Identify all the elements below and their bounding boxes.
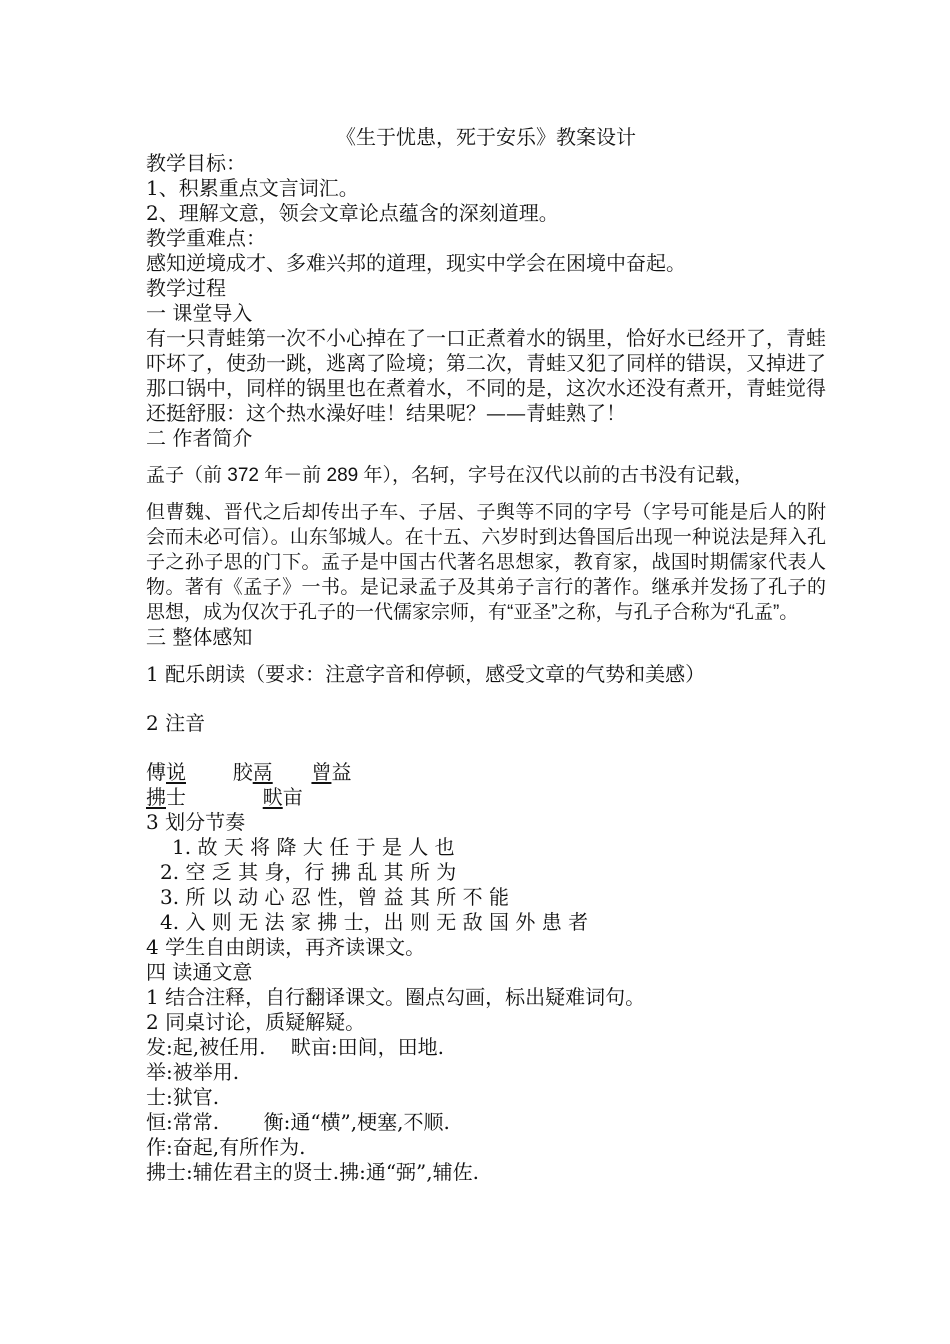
pinyin-word: 胶鬲 [232,760,273,784]
key-points-text: 感知逆境成才、多难兴邦的道理，现实中学会在困境中奋起。 [146,251,686,275]
document-body [146,124,826,1185]
gloss-line: 发:起,被任用. 畎亩:田间，田地. [146,1035,444,1059]
perception-item-rhythm: 3 划分节奏 [146,810,246,834]
meaning-item-discuss: 2 同桌讨论，质疑解疑。 [146,1010,366,1034]
document-title: 《生于忧患，死于安乐》教案设计 [336,125,636,149]
perception-item-free-reading: 4 学生自由朗读，再齐读课文。 [146,935,426,959]
process-heading: 教学过程 [146,276,226,300]
pinyin-word: 拂士 [146,785,186,809]
gloss-line: 士:狱官. [146,1085,220,1109]
meaning-item-translate: 1 结合注释，自行翻译课文。圈点勾画，标出疑难词句。 [146,985,646,1009]
pinyin-word: 傅说 [146,760,186,784]
gloss-line: 恒:常常. 衡:通“横”,梗塞,不顺. [146,1110,450,1134]
rhythm-line: 3. 所 以 动 心 忍 性，曾 益 其 所 不 能 [160,885,510,909]
rhythm-line: 4. 入 则 无 法 家 拂 士，出 则 无 敌 国 外 患 者 [160,910,589,934]
underlined-char: 鬲 [252,760,273,784]
pinyin-word: 曾益 [311,760,352,784]
objective-item: 2、理解文意，领会文章论点蕴含的深刻道理。 [146,201,559,225]
spacer [146,736,826,760]
gloss-line: 作:奋起,有所作为. [146,1135,306,1159]
key-points-heading: 教学重难点： [146,226,266,250]
section-heading-perception: 三 整体感知 [146,625,253,649]
section-heading-meaning: 四 读通文意 [146,960,253,984]
rhythm-line: 1. 故 天 将 降 大 任 于 是 人 也 [172,835,455,859]
author-paragraph: 但曹魏、晋代之后却传出子车、子居、子舆等不同的字号（字号可能是后人的附会而未必可信）。山东邹城人。在十五、六岁时到达鲁国后出现一种说法是拜入孔子之孙子思的门下。孟子是中国古代著名思想家，教育家，战国时期儒家代表人物。著有《孟子》一书。是记录孟子及其弟子言行的著作。继承并发扬了孔子的思想，成为仅次于孔子的一代儒家宗师，有“亚圣”之称，与孔子合称为“孔孟”。 [146,502,826,623]
pinyin-row-2 [146,785,826,810]
underlined-char: 曾 [311,760,332,784]
perception-item-reading: 1 配乐朗读（要求：注意字音和停顿，感受文章的气势和美感） [146,662,706,686]
underlined-char: 拂 [146,785,166,809]
objectives-heading: 教学目标： [146,151,246,175]
spacer [146,687,826,711]
spacer [146,650,826,662]
pinyin-row-1 [146,760,826,785]
gloss-line: 举:被举用. [146,1060,240,1084]
spacer [146,451,826,463]
pinyin-word: 畎亩 [262,785,303,809]
underlined-char: 说 [166,760,186,784]
author-line-first: 孟子（前 372 年－前 289 年），名轲，字号在汉代以前的古书没有记载， [146,465,754,486]
section-heading-intro: 一 课堂导入 [146,301,253,325]
rhythm-line: 2. 空 乏 其 身，行 拂 乱 其 所 为 [160,860,457,884]
section-heading-author: 二 作者简介 [146,426,253,450]
objective-item: 1、积累重点文言词汇。 [146,176,359,200]
gloss-line: 拂士:辅佐君主的贤士.拂:通“弼”,辅佐. [146,1160,479,1184]
underlined-char: 畎 [262,785,283,809]
spacer [146,488,826,500]
intro-paragraph: 有一只青蛙第一次不小心掉在了一口正煮着水的锅里，恰好水已经开了，青蛙吓坏了，使劲一跳，逃离了险境；第二次，青蛙又犯了同样的错误，又掉进了那口锅中，同样的锅里也在煮着水，不同的是，这次水还没有煮开，青蛙觉得还挺舒服：这个热水澡好哇！结果呢？——青蛙熟了！ [146,326,826,425]
perception-item-pinyin: 2 注音 [146,711,206,735]
